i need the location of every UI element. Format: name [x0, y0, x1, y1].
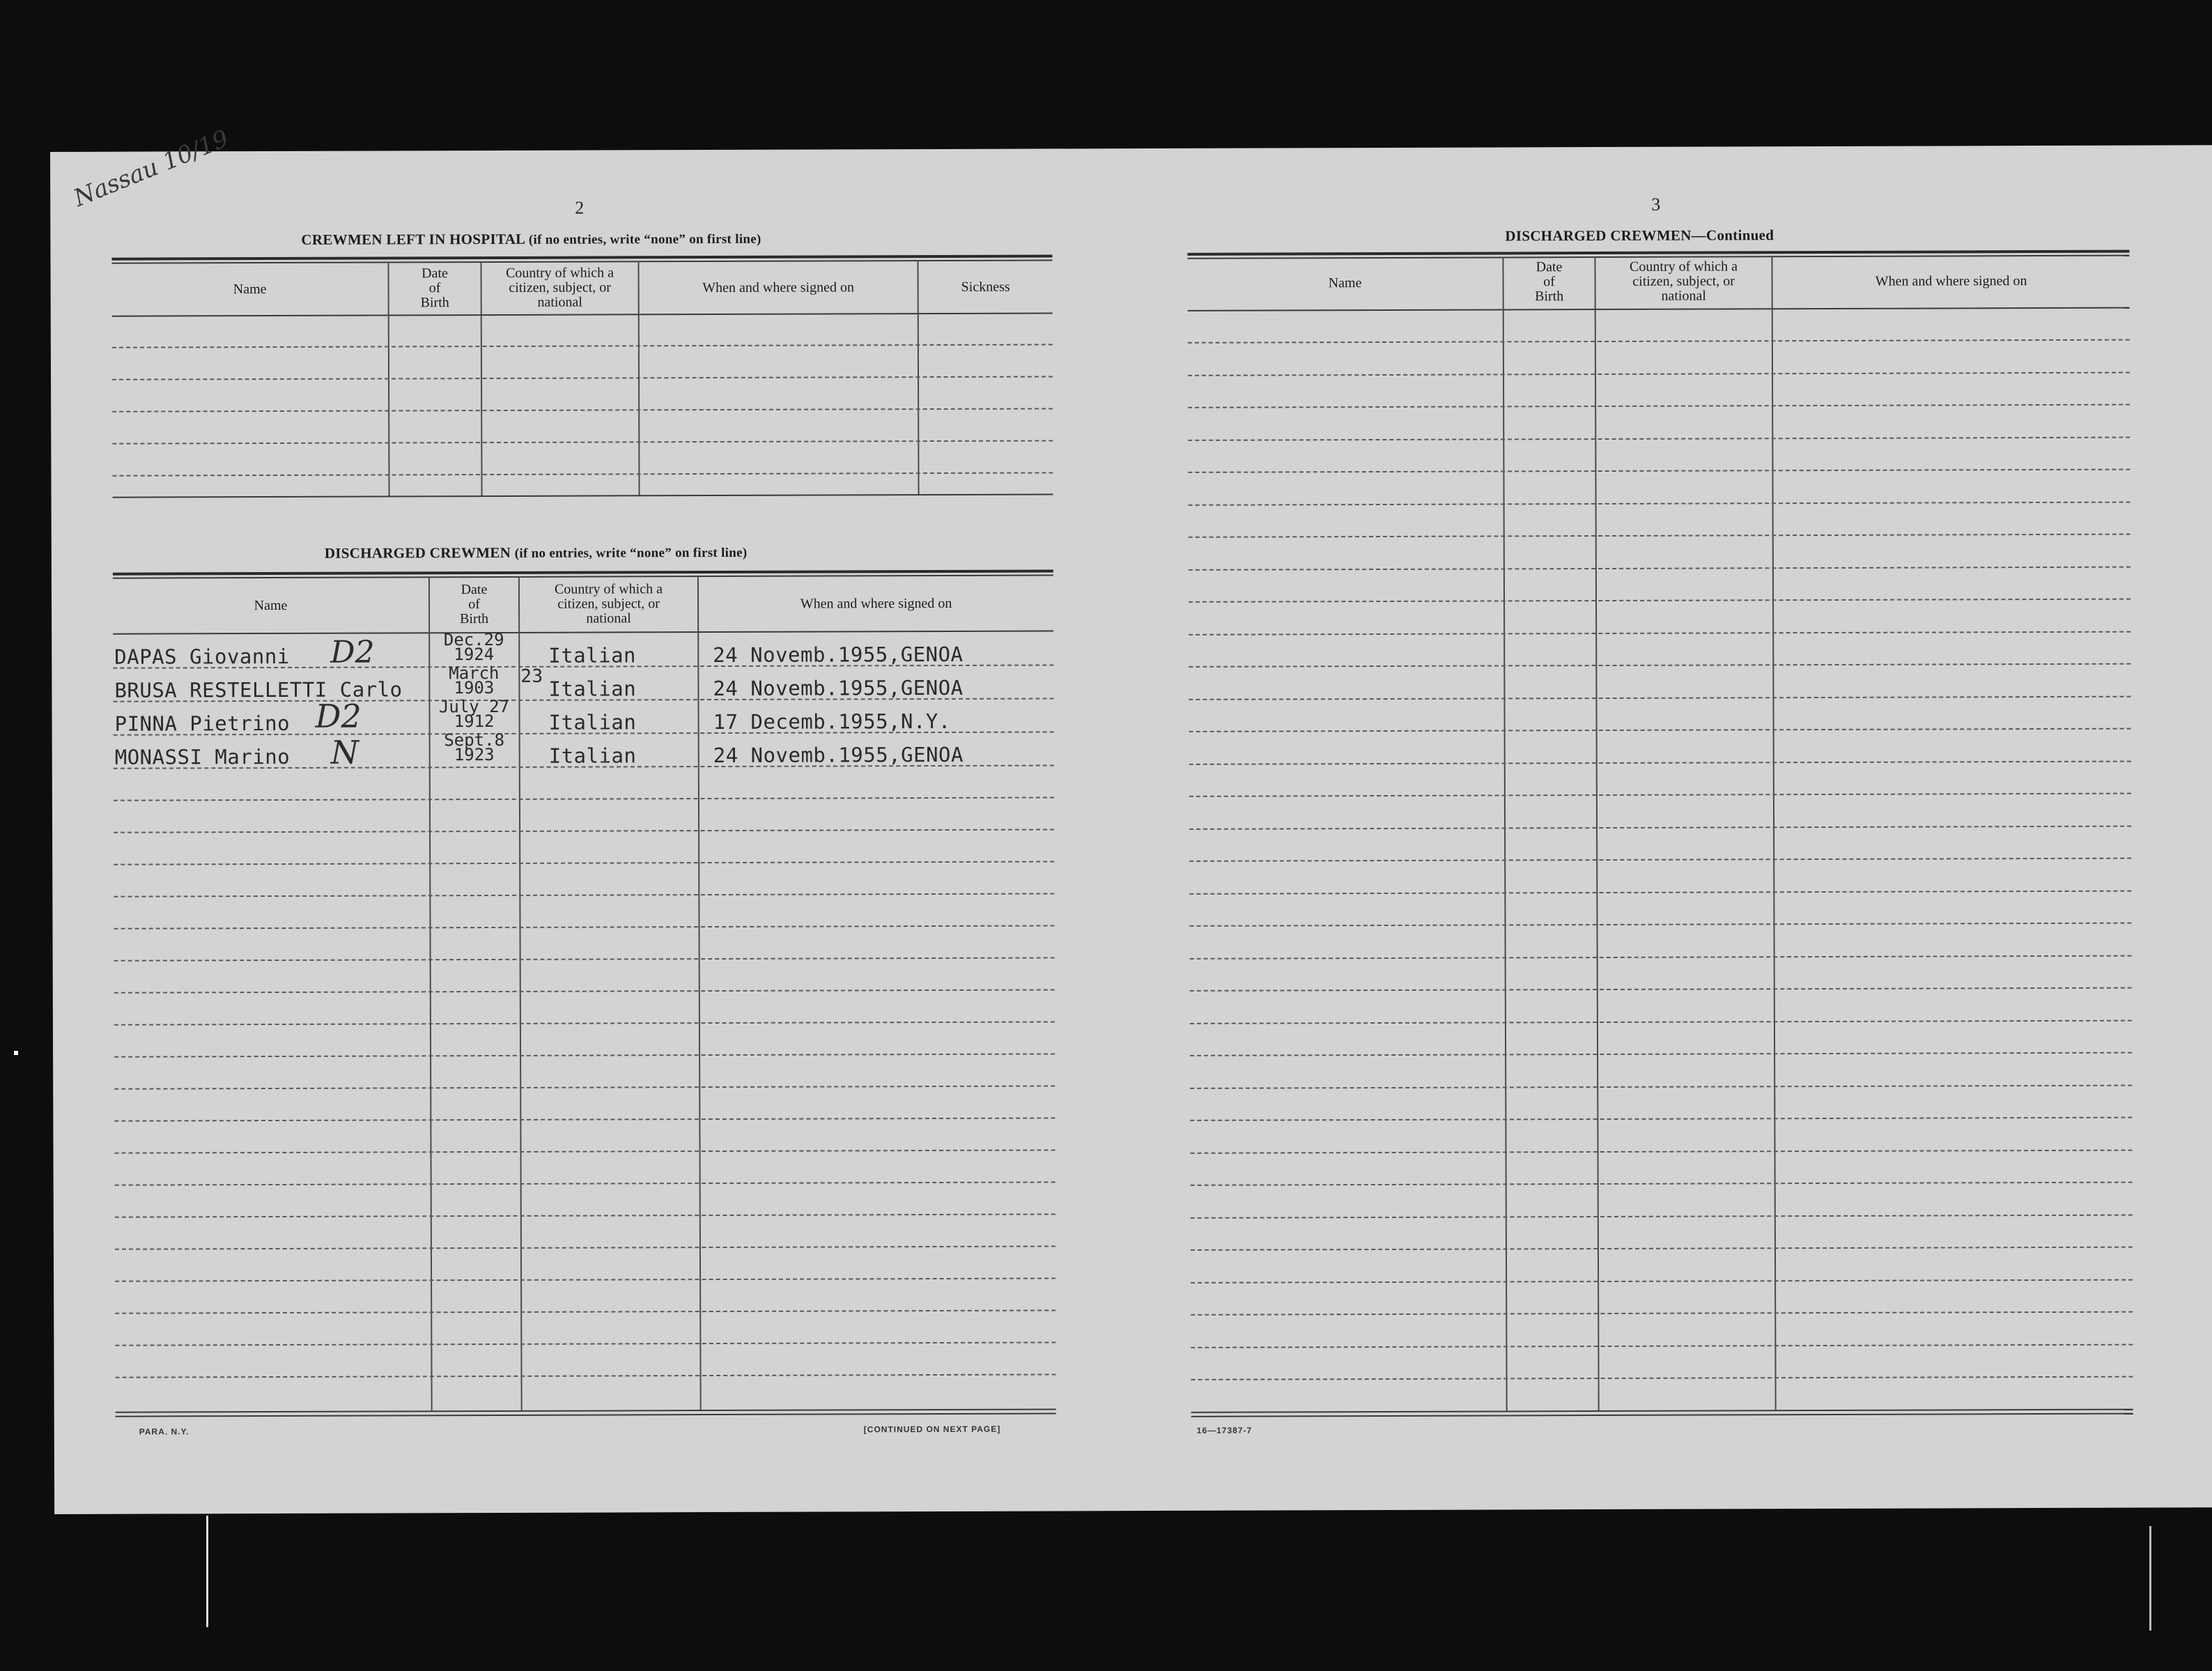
ruled-line: [1190, 987, 2132, 992]
scan-speck: [206, 1516, 208, 1627]
signed-on: 17 Decemb.1955,N.Y.: [713, 709, 951, 734]
handwritten-mark: D2: [315, 697, 362, 735]
ruled-line: [1190, 1117, 2132, 1121]
birth-date: Dec.29 1924: [443, 629, 504, 665]
ruled-line: [1189, 696, 2130, 700]
ruled-line: [114, 957, 1055, 961]
ruled-line: [1188, 437, 2130, 441]
ruled-line: [1189, 728, 2131, 732]
ruled-line: [1191, 1344, 2133, 1348]
ruled-line: [1191, 1150, 2133, 1154]
discharged-subtitle: (if no entries, write “none” on first line): [514, 545, 748, 561]
ruled-line: [114, 861, 1054, 865]
ruled-line: [1191, 1247, 2133, 1251]
ruled-line: [1190, 1085, 2132, 1089]
ruled-line: [115, 1181, 1055, 1185]
ruled-line: [114, 1053, 1055, 1057]
birth-date: March 1903: [449, 663, 500, 698]
ruled-line: [114, 1021, 1055, 1025]
handwritten-note: Nassau 10/19: [70, 124, 233, 213]
footer-printer: PARA. N.Y.: [139, 1426, 190, 1437]
ruled-line: [1190, 955, 2132, 960]
page-number-right: 3: [1651, 194, 1661, 215]
ruled-line: [1191, 1215, 2133, 1219]
handwritten-mark: D2: [330, 634, 375, 670]
signed-on: 24 Novemb.1955,GENOA: [713, 642, 964, 668]
ruled-line: [1189, 631, 2130, 636]
ruled-line: [1191, 1376, 2133, 1380]
hospital-title: CREWMEN LEFT IN HOSPITAL: [301, 230, 525, 248]
hospital-col-dob: Date of Birth: [420, 265, 449, 311]
ruled-line: [1191, 1311, 2133, 1316]
discharged-col-signed-on: When and where signed on: [800, 595, 952, 612]
ruled-line: [1189, 599, 2130, 603]
hospital-col-signed-on: When and where signed on: [702, 279, 855, 296]
ruled-line: [1191, 1182, 2133, 1186]
scan-speck: [14, 1051, 18, 1055]
ruled-line: [115, 1213, 1055, 1217]
ruled-line: [1189, 793, 2131, 797]
ruled-line: [1188, 339, 2130, 344]
nationality: Italian: [548, 643, 637, 668]
ruled-line: [1189, 534, 2130, 538]
ruled-line: [115, 1309, 1055, 1314]
hospital-subtitle: (if no entries, write “none” on first line): [528, 231, 761, 247]
hospital-col-sickness: Sickness: [961, 279, 1010, 295]
hospital-heading: [301, 230, 761, 249]
crew-name: BRUSA RESTELLETTI Carlo: [114, 677, 403, 702]
document-sheet: [50, 124, 2212, 1514]
signed-on: 24 Novemb.1955,GENOA: [713, 742, 964, 768]
discharged-col-name: Name: [254, 597, 288, 614]
birth-date: July 27 1912: [438, 696, 510, 732]
nationality: Italian: [548, 744, 637, 768]
discharged-col-country: Country of which a citizen, subject, or national: [554, 581, 663, 626]
right-col-dob: Date of Birth: [1535, 259, 1564, 305]
ruled-line: [114, 829, 1054, 833]
crew-name: MONASSI Marino: [114, 744, 291, 769]
ruled-line: [114, 1117, 1055, 1121]
discharged-title: DISCHARGED CREWMEN: [324, 544, 511, 562]
ruled-line: [1189, 858, 2131, 862]
ruled-line: [115, 1341, 1055, 1346]
ruled-line: [1190, 1020, 2132, 1024]
ruled-line: [1188, 372, 2130, 376]
scan-speck: [2149, 1526, 2151, 1631]
discharged-heading: [325, 544, 748, 562]
hospital-col-name: Name: [233, 282, 267, 298]
footer-continued: [CONTINUED ON NEXT PAGE]: [863, 1424, 1001, 1435]
ruled-line: [1189, 891, 2131, 895]
birth-date: Sept.8 1923: [444, 730, 505, 765]
nationality: Italian: [548, 710, 637, 734]
right-col-country: Country of which a citizen, subject, or national: [1629, 259, 1738, 304]
hospital-col-country: Country of which a citizen, subject, or national: [506, 265, 614, 310]
ruled-line: [1189, 761, 2131, 765]
handwritten-mark: N: [330, 733, 359, 771]
signed-on: 24 Novemb.1955,GENOA: [713, 675, 964, 701]
birth-day-extra: 23: [520, 665, 543, 687]
ruled-line: [114, 1085, 1055, 1089]
ruled-line: [114, 989, 1055, 993]
ruled-line: [1188, 469, 2130, 473]
ruled-line: [115, 1149, 1055, 1153]
ruled-line: [114, 925, 1054, 929]
ruled-line: [1190, 1052, 2132, 1056]
ruled-line: [114, 796, 1054, 801]
nationality: Italian: [548, 677, 637, 701]
ruled-line: [114, 893, 1054, 897]
ruled-line: [115, 1277, 1055, 1281]
ruled-line: [1191, 1279, 2133, 1284]
ruled-line: [116, 1373, 1056, 1378]
ruled-line: [115, 1245, 1055, 1249]
footer-form-number: 16—17387-7: [1196, 1425, 1253, 1435]
right-heading: DISCHARGED CREWMEN—Continued: [1505, 226, 1774, 245]
ruled-line: [1189, 923, 2131, 927]
ruled-line: [1189, 663, 2130, 668]
ruled-line: [1188, 404, 2130, 408]
right-col-name: Name: [1328, 275, 1362, 291]
right-col-signed-on: When and where signed on: [1875, 273, 2027, 289]
crew-name: PINNA Pietrino: [114, 711, 291, 736]
ruled-line: [1189, 567, 2130, 571]
page-number-left: 2: [575, 197, 585, 218]
discharged-col-dob: Date of Birth: [460, 582, 489, 627]
ruled-line: [1189, 502, 2130, 506]
ruled-line: [1189, 826, 2131, 830]
crew-name: DAPAS Giovanni: [114, 644, 290, 669]
